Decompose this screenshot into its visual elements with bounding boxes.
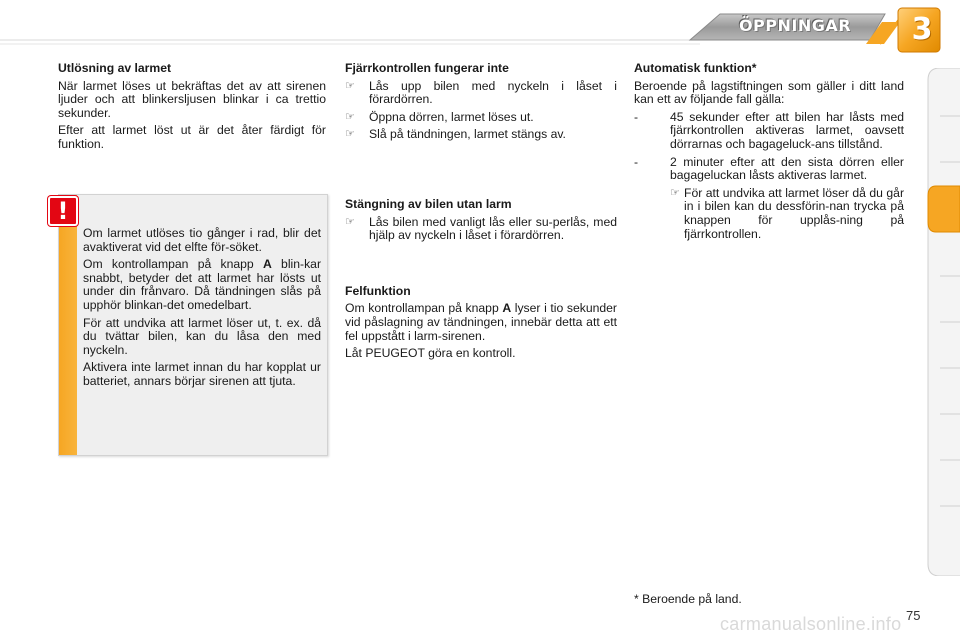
column-alarm-trigger <box>58 62 326 156</box>
paragraph <box>345 302 617 343</box>
warning-box <box>58 194 328 456</box>
dash-marker: - <box>634 154 639 169</box>
list-item-text: 45 sekunder efter att bilen har låsts med fjärrkontrollen aktiveras larmet, oavsett dörrarnas och bagageluck-ans tillstånd. <box>670 109 904 151</box>
dash-marker: - <box>634 109 639 124</box>
list-item <box>345 111 617 125</box>
list-item <box>345 128 617 142</box>
section-heading: Stängning av bilen utan larm <box>345 196 512 211</box>
list-item-text: För att undvika att larmet löser då du går in i bilen kan du dessförin-nan trycka på knappen för upplås-ning på fjärrkontrollen. <box>684 185 904 241</box>
column-remote-troubleshooting <box>345 62 617 365</box>
section-heading: Automatisk funktion* <box>634 61 757 75</box>
warning-paragraph: Aktivera inte larmet innan du har kopplat ur batteriet, annars börjar sirenen att tjuta. <box>83 360 321 388</box>
chapter-title: ÖPPNINGAR <box>738 16 852 35</box>
footnote: * Beroende på land. <box>634 592 742 606</box>
list-item <box>634 111 904 152</box>
button-key-label: A <box>502 301 512 316</box>
column-automatic-function <box>634 62 904 245</box>
warning-stripe <box>59 195 77 455</box>
list-item <box>634 156 904 183</box>
warning-content <box>83 227 321 393</box>
section-heading: Felfunktion <box>345 283 411 298</box>
list-item-text: Öppna dörren, larmet löses ut. <box>369 109 534 124</box>
warning-text: Om kontrollampan på knapp <box>83 257 263 272</box>
list-item <box>345 216 617 243</box>
section-heading: Utlösning av larmet <box>58 61 172 75</box>
list-item-text: 2 minuter efter att den sista dörren eller bagageluckan låsts aktiveras larmet. <box>670 154 904 183</box>
section-heading: Fjärrkontrollen fungerar inte <box>345 61 509 75</box>
exclamation-icon: ! <box>48 196 78 226</box>
paragraph-text: lyser i tio sekunder vid påslagning av tändningen, innebär detta att ett fel uppstått i larm-sirenen. <box>345 301 617 343</box>
paragraph: Låt PEUGEOT göra en kontroll. <box>345 346 516 361</box>
warning-text: blin-kar snabbt, betyder det att larmet har lösts ut under din frånvaro. Då tändningen slås på upphör blinkan-det omedelbart. <box>83 257 322 312</box>
pointing-hand-icon: ☞ <box>345 79 355 92</box>
list-item <box>345 80 617 107</box>
list-item-text: Lås bilen med vanligt lås eller su-perlås, med hjälp av nyckeln i låset i förardörren. <box>369 214 617 243</box>
watermark: carmanualsonline.info <box>720 614 902 634</box>
pointing-hand-icon: ☞ <box>670 186 680 199</box>
chapter-number-badge: 3 <box>911 12 933 47</box>
pointing-hand-icon: ☞ <box>345 215 355 228</box>
chapter-tab-rail <box>926 68 960 576</box>
pointing-hand-icon: ☞ <box>345 110 355 123</box>
button-key-label: A <box>262 257 272 272</box>
list-item-text: Slå på tändningen, larmet stängs av. <box>369 127 566 142</box>
paragraph: Efter att larmet löst ut är det åter färdigt för funktion. <box>58 123 326 151</box>
warning-paragraph: Om larmet utlöses tio gånger i rad, blir det avaktiverat vid det elfte för-söket. <box>83 226 321 254</box>
pointing-hand-icon: ☞ <box>345 128 355 141</box>
list-item <box>670 187 904 241</box>
chapter-header <box>0 0 960 58</box>
paragraph: När larmet löses ut bekräftas det av att sirenen ljuder och att blinkersljusen blinkar i ca trettio sekunder. <box>58 78 326 120</box>
warning-paragraph: För att undvika att larmet löser ut, t. ex. då du tvättar bilen, kan du låsa den med nyckeln. <box>83 315 321 357</box>
paragraph-text: Om kontrollampan på knapp <box>345 301 503 316</box>
warning-paragraph <box>83 258 321 312</box>
paragraph: Beroende på lagstiftningen som gäller i ditt land kan ett av följande fall gälla: <box>634 78 904 107</box>
page-number: 75 <box>906 608 921 623</box>
list-item-text: Lås upp bilen med nyckeln i låset i förardörren. <box>369 78 617 107</box>
